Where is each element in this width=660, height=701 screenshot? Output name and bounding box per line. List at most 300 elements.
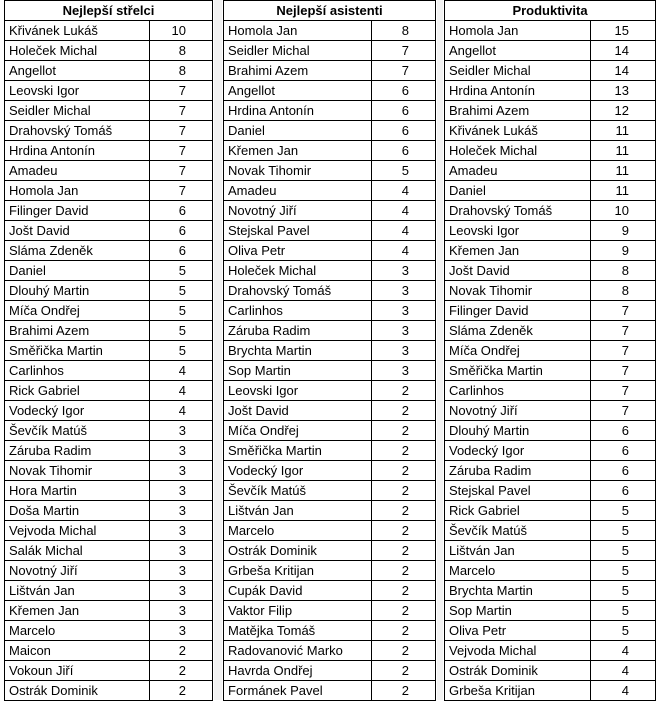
player-name-cell[interactable]: Novotný Jiří	[224, 201, 372, 221]
value-cell[interactable]: 5	[591, 501, 656, 521]
value-cell[interactable]: 2	[372, 661, 436, 681]
player-name-cell[interactable]: Ostrák Dominik	[5, 681, 150, 701]
table-row	[5, 141, 213, 161]
player-name-cell[interactable]: Směřička Martin	[5, 341, 150, 361]
table-row	[445, 621, 656, 641]
player-name-cell[interactable]: Filinger David	[445, 301, 591, 321]
top-assists-table	[223, 0, 436, 701]
value-cell[interactable]: 2	[372, 601, 436, 621]
value-cell[interactable]: 14	[591, 61, 656, 81]
value-cell[interactable]: 2	[372, 561, 436, 581]
player-name-cell[interactable]: Homola Jan	[224, 21, 372, 41]
player-name-cell[interactable]: Holeček Michal	[445, 141, 591, 161]
table-row	[5, 301, 213, 321]
value-cell[interactable]: 6	[150, 241, 213, 261]
table-row	[5, 221, 213, 241]
player-name-cell[interactable]: Brychta Martin	[445, 581, 591, 601]
player-name-cell[interactable]: Daniel	[5, 261, 150, 281]
value-cell[interactable]: 4	[591, 681, 656, 701]
player-name-cell[interactable]: Ostrák Dominik	[445, 661, 591, 681]
value-cell[interactable]: 2	[372, 621, 436, 641]
player-name-cell[interactable]: Cupák David	[224, 581, 372, 601]
table-row	[5, 561, 213, 581]
player-name-cell[interactable]: Holeček Michal	[5, 41, 150, 61]
table-row	[445, 221, 656, 241]
player-name-cell[interactable]: Brahimi Azem	[224, 61, 372, 81]
value-cell[interactable]: 3	[372, 281, 436, 301]
table-row	[5, 361, 213, 381]
player-name-cell[interactable]: Daniel	[445, 181, 591, 201]
value-cell[interactable]: 5	[150, 341, 213, 361]
table-row	[445, 641, 656, 661]
player-name-cell[interactable]: Míča Ondřej	[445, 341, 591, 361]
value-cell[interactable]: 2	[372, 481, 436, 501]
value-cell[interactable]: 2	[372, 421, 436, 441]
table-row	[224, 361, 436, 381]
table-row	[5, 101, 213, 121]
value-cell[interactable]: 2	[372, 461, 436, 481]
value-cell[interactable]: 8	[591, 261, 656, 281]
table-row	[5, 661, 213, 681]
table-row	[445, 181, 656, 201]
player-name-cell[interactable]: Hora Martin	[5, 481, 150, 501]
value-cell[interactable]: 8	[150, 41, 213, 61]
player-name-cell[interactable]: Filinger David	[5, 201, 150, 221]
table-row	[224, 401, 436, 421]
player-name-cell[interactable]: Marcelo	[445, 561, 591, 581]
table-row	[224, 121, 436, 141]
player-name-cell[interactable]: Drahovský Tomáš	[5, 121, 150, 141]
table-row	[224, 21, 436, 41]
value-cell[interactable]: 2	[372, 441, 436, 461]
player-name-cell[interactable]: Leovski Igor	[5, 81, 150, 101]
value-cell[interactable]: 7	[591, 401, 656, 421]
value-cell[interactable]: 11	[591, 181, 656, 201]
player-name-cell[interactable]: Křivánek Lukáš	[445, 121, 591, 141]
value-cell[interactable]: 7	[591, 341, 656, 361]
value-cell[interactable]: 13	[591, 81, 656, 101]
table-row	[5, 381, 213, 401]
value-cell[interactable]: 7	[591, 381, 656, 401]
table-row	[224, 501, 436, 521]
player-name-cell[interactable]: Sláma Zdeněk	[5, 241, 150, 261]
player-name-cell[interactable]: Rick Gabriel	[445, 501, 591, 521]
value-cell[interactable]: 3	[372, 321, 436, 341]
value-cell[interactable]: 2	[372, 641, 436, 661]
value-cell[interactable]: 5	[591, 521, 656, 541]
table-row	[224, 241, 436, 261]
player-name-cell[interactable]: Vejvoda Michal	[5, 521, 150, 541]
player-name-cell[interactable]: Směřička Martin	[224, 441, 372, 461]
table-row	[5, 81, 213, 101]
value-cell[interactable]: 7	[591, 301, 656, 321]
top-scorers-table	[4, 0, 213, 701]
value-cell[interactable]: 2	[372, 581, 436, 601]
value-cell[interactable]: 7	[150, 101, 213, 121]
player-name-cell[interactable]: Matějka Tomáš	[224, 621, 372, 641]
table-row	[445, 341, 656, 361]
value-cell[interactable]: 4	[372, 241, 436, 261]
player-name-cell[interactable]: Grbeša Kritijan	[224, 561, 372, 581]
table-row	[224, 641, 436, 661]
player-name-cell[interactable]: Leovski Igor	[224, 381, 372, 401]
value-cell[interactable]: 2	[372, 521, 436, 541]
value-cell[interactable]: 11	[591, 121, 656, 141]
table-row	[445, 121, 656, 141]
value-cell[interactable]: 9	[591, 221, 656, 241]
value-cell[interactable]: 2	[372, 401, 436, 421]
value-cell[interactable]: 4	[372, 201, 436, 221]
player-name-cell[interactable]: Sláma Zdeněk	[445, 321, 591, 341]
value-cell[interactable]: 12	[591, 101, 656, 121]
table-row	[224, 81, 436, 101]
player-name-cell[interactable]: Formánek Pavel	[224, 681, 372, 701]
value-cell[interactable]: 6	[591, 481, 656, 501]
player-name-cell[interactable]: Vodecký Igor	[445, 441, 591, 461]
value-cell[interactable]: 3	[150, 481, 213, 501]
table-row	[224, 61, 436, 81]
column-gap-left	[214, 0, 222, 700]
value-cell[interactable]: 6	[591, 461, 656, 481]
value-cell[interactable]: 3	[150, 441, 213, 461]
player-name-cell[interactable]: Stejskal Pavel	[224, 221, 372, 241]
table-row	[5, 261, 213, 281]
value-cell[interactable]: 6	[150, 221, 213, 241]
value-cell[interactable]: 7	[150, 141, 213, 161]
table-row	[224, 581, 436, 601]
table-row	[445, 581, 656, 601]
value-cell[interactable]: 3	[372, 341, 436, 361]
value-cell[interactable]: 4	[591, 641, 656, 661]
player-name-cell[interactable]: Oliva Petr	[224, 241, 372, 261]
table-row	[5, 601, 213, 621]
table-row	[224, 141, 436, 161]
value-cell[interactable]: 7	[150, 161, 213, 181]
table-row	[445, 381, 656, 401]
value-cell[interactable]: 4	[150, 361, 213, 381]
value-cell[interactable]: 6	[372, 101, 436, 121]
player-name-cell[interactable]: Brychta Martin	[224, 341, 372, 361]
value-cell[interactable]: 6	[372, 141, 436, 161]
value-cell[interactable]: 3	[150, 601, 213, 621]
table-row	[224, 381, 436, 401]
value-cell[interactable]: 7	[150, 81, 213, 101]
table-row	[5, 121, 213, 141]
player-name-cell[interactable]: Křemen Jan	[445, 241, 591, 261]
table-row	[445, 281, 656, 301]
value-cell[interactable]: 4	[150, 381, 213, 401]
value-cell[interactable]: 8	[372, 21, 436, 41]
player-name-cell[interactable]: Záruba Radim	[224, 321, 372, 341]
value-cell[interactable]: 3	[150, 541, 213, 561]
table-row	[224, 421, 436, 441]
table-row	[5, 401, 213, 421]
player-name-cell[interactable]: Lištván Jan	[445, 541, 591, 561]
table-row	[5, 621, 213, 641]
top-scorers-title: Nejlepší střelci	[5, 1, 213, 21]
table-row	[5, 641, 213, 661]
player-name-cell[interactable]: Novotný Jiří	[5, 561, 150, 581]
value-cell[interactable]: 5	[591, 581, 656, 601]
player-name-cell[interactable]: Sop Martin	[224, 361, 372, 381]
player-name-cell[interactable]: Rick Gabriel	[5, 381, 150, 401]
player-name-cell[interactable]: Seidler Michal	[445, 61, 591, 81]
player-name-cell[interactable]: Míča Ondřej	[224, 421, 372, 441]
table-row	[445, 661, 656, 681]
table-row	[224, 181, 436, 201]
player-name-cell[interactable]: Vaktor Filip	[224, 601, 372, 621]
player-name-cell[interactable]: Homola Jan	[5, 181, 150, 201]
table-row	[445, 241, 656, 261]
player-name-cell[interactable]: Ostrák Dominik	[224, 541, 372, 561]
player-name-cell[interactable]: Jošt David	[445, 261, 591, 281]
value-cell[interactable]: 3	[150, 621, 213, 641]
value-cell[interactable]: 3	[150, 461, 213, 481]
value-cell[interactable]: 6	[150, 201, 213, 221]
value-cell[interactable]: 14	[591, 41, 656, 61]
player-name-cell[interactable]: Novak Tihomir	[445, 281, 591, 301]
table-row	[445, 521, 656, 541]
value-cell[interactable]: 3	[150, 561, 213, 581]
player-name-cell[interactable]: Havrda Ondřej	[224, 661, 372, 681]
value-cell[interactable]: 6	[372, 81, 436, 101]
player-name-cell[interactable]: Leovski Igor	[445, 221, 591, 241]
player-name-cell[interactable]: Ševčík Matúš	[224, 481, 372, 501]
player-name-cell[interactable]: Hrdina Antonín	[5, 141, 150, 161]
player-name-cell[interactable]: Ševčík Matúš	[445, 521, 591, 541]
player-name-cell[interactable]: Ševčík Matúš	[5, 421, 150, 441]
table-row	[224, 541, 436, 561]
table-row	[445, 261, 656, 281]
table-row	[445, 321, 656, 341]
value-cell[interactable]: 3	[372, 361, 436, 381]
value-cell[interactable]: 7	[372, 61, 436, 81]
player-name-cell[interactable]: Jošt David	[5, 221, 150, 241]
player-name-cell[interactable]: Vodecký Igor	[5, 401, 150, 421]
table-row	[224, 561, 436, 581]
value-cell[interactable]: 5	[372, 161, 436, 181]
player-name-cell[interactable]: Jošt David	[224, 401, 372, 421]
table-row	[445, 201, 656, 221]
table-row	[5, 501, 213, 521]
value-cell[interactable]: 2	[150, 661, 213, 681]
table-row	[224, 441, 436, 461]
player-name-cell[interactable]: Angellot	[224, 81, 372, 101]
table-row	[224, 661, 436, 681]
player-name-cell[interactable]: Záruba Radim	[445, 461, 591, 481]
table-row	[445, 21, 656, 41]
player-name-cell[interactable]: Vokoun Jiří	[5, 661, 150, 681]
player-name-cell[interactable]: Dlouhý Martin	[5, 281, 150, 301]
value-cell[interactable]: 4	[150, 401, 213, 421]
value-cell[interactable]: 5	[591, 601, 656, 621]
player-name-cell[interactable]: Amadeu	[445, 161, 591, 181]
player-name-cell[interactable]: Brahimi Azem	[5, 321, 150, 341]
value-cell[interactable]: 7	[591, 361, 656, 381]
table-row	[5, 541, 213, 561]
player-name-cell[interactable]: Salák Michal	[5, 541, 150, 561]
table-row	[5, 201, 213, 221]
table-row	[5, 681, 213, 701]
table-row	[5, 241, 213, 261]
value-cell[interactable]: 4	[591, 661, 656, 681]
table-row	[224, 221, 436, 241]
value-cell[interactable]: 3	[372, 261, 436, 281]
value-cell[interactable]: 6	[591, 421, 656, 441]
player-name-cell[interactable]: Drahovský Tomáš	[224, 281, 372, 301]
player-name-cell[interactable]: Angellot	[445, 41, 591, 61]
value-cell[interactable]: 3	[150, 421, 213, 441]
table-row	[445, 101, 656, 121]
value-cell[interactable]: 2	[372, 381, 436, 401]
player-name-cell[interactable]: Lištván Jan	[5, 581, 150, 601]
value-cell[interactable]: 2	[372, 681, 436, 701]
player-name-cell[interactable]: Grbeša Kritijan	[445, 681, 591, 701]
table-row	[445, 81, 656, 101]
table-row	[224, 281, 436, 301]
player-name-cell[interactable]: Marcelo	[5, 621, 150, 641]
player-name-cell[interactable]: Novak Tihomir	[5, 461, 150, 481]
value-cell[interactable]: 2	[372, 541, 436, 561]
player-name-cell[interactable]: Dlouhý Martin	[445, 421, 591, 441]
table-row	[224, 341, 436, 361]
value-cell[interactable]: 5	[150, 281, 213, 301]
player-name-cell[interactable]: Lištván Jan	[224, 501, 372, 521]
value-cell[interactable]: 15	[591, 21, 656, 41]
table-row	[445, 501, 656, 521]
value-cell[interactable]: 5	[150, 301, 213, 321]
player-name-cell[interactable]: Holeček Michal	[224, 261, 372, 281]
player-name-cell[interactable]: Angellot	[5, 61, 150, 81]
table-row	[5, 481, 213, 501]
table-row	[224, 261, 436, 281]
player-name-cell[interactable]: Doša Martin	[5, 501, 150, 521]
player-name-cell[interactable]: Amadeu	[224, 181, 372, 201]
player-name-cell[interactable]: Amadeu	[5, 161, 150, 181]
value-cell[interactable]: 8	[591, 281, 656, 301]
value-cell[interactable]: 3	[150, 521, 213, 541]
value-cell[interactable]: 5	[150, 321, 213, 341]
table-row	[445, 301, 656, 321]
table-row	[445, 41, 656, 61]
player-name-cell[interactable]: Maicon	[5, 641, 150, 661]
table-row	[224, 301, 436, 321]
table-row	[224, 41, 436, 61]
value-cell[interactable]: 5	[591, 621, 656, 641]
value-cell[interactable]: 3	[372, 301, 436, 321]
table-row	[445, 601, 656, 621]
value-cell[interactable]: 4	[372, 181, 436, 201]
table-row	[5, 161, 213, 181]
table-row	[224, 601, 436, 621]
value-cell[interactable]: 6	[591, 441, 656, 461]
value-cell[interactable]: 5	[150, 261, 213, 281]
table-row	[5, 441, 213, 461]
value-cell[interactable]: 10	[150, 21, 213, 41]
player-name-cell[interactable]: Brahimi Azem	[445, 101, 591, 121]
player-name-cell[interactable]: Sop Martin	[445, 601, 591, 621]
table-row	[5, 421, 213, 441]
player-name-cell[interactable]: Marcelo	[224, 521, 372, 541]
table-row	[5, 521, 213, 541]
player-name-cell[interactable]: Míča Ondřej	[5, 301, 150, 321]
player-name-cell[interactable]: Záruba Radim	[5, 441, 150, 461]
value-cell[interactable]: 7	[150, 121, 213, 141]
value-cell[interactable]: 6	[372, 121, 436, 141]
table-row	[224, 201, 436, 221]
value-cell[interactable]: 3	[150, 501, 213, 521]
table-row	[445, 561, 656, 581]
player-name-cell[interactable]: Hrdina Antonín	[445, 81, 591, 101]
value-cell[interactable]: 11	[591, 141, 656, 161]
table-row	[5, 341, 213, 361]
player-name-cell[interactable]: Radovanović Marko	[224, 641, 372, 661]
player-name-cell[interactable]: Daniel	[224, 121, 372, 141]
value-cell[interactable]: 2	[150, 641, 213, 661]
player-name-cell[interactable]: Směřička Martin	[445, 361, 591, 381]
table-row	[224, 461, 436, 481]
player-name-cell[interactable]: Oliva Petr	[445, 621, 591, 641]
table-row	[5, 581, 213, 601]
table-row	[445, 461, 656, 481]
table-row	[445, 421, 656, 441]
value-cell[interactable]: 9	[591, 241, 656, 261]
player-name-cell[interactable]: Seidler Michal	[5, 101, 150, 121]
value-cell[interactable]: 2	[372, 501, 436, 521]
player-name-cell[interactable]: Carlinhos	[5, 361, 150, 381]
value-cell[interactable]: 4	[372, 221, 436, 241]
player-name-cell[interactable]: Seidler Michal	[224, 41, 372, 61]
player-name-cell[interactable]: Vodecký Igor	[224, 461, 372, 481]
table-row	[5, 321, 213, 341]
value-cell[interactable]: 3	[150, 581, 213, 601]
value-cell[interactable]: 2	[150, 681, 213, 701]
table-row	[224, 161, 436, 181]
table-row	[445, 361, 656, 381]
value-cell[interactable]: 5	[591, 561, 656, 581]
table-row	[224, 321, 436, 341]
player-name-cell[interactable]: Carlinhos	[445, 381, 591, 401]
table-row	[224, 101, 436, 121]
player-name-cell[interactable]: Novotný Jiří	[445, 401, 591, 421]
player-name-cell[interactable]: Novak Tihomir	[224, 161, 372, 181]
value-cell[interactable]: 7	[372, 41, 436, 61]
productivity-table	[444, 0, 656, 701]
value-cell[interactable]: 11	[591, 161, 656, 181]
table-row	[445, 481, 656, 501]
player-name-cell[interactable]: Stejskal Pavel	[445, 481, 591, 501]
value-cell[interactable]: 10	[591, 201, 656, 221]
value-cell[interactable]: 8	[150, 61, 213, 81]
table-row	[224, 681, 436, 701]
table-row	[445, 441, 656, 461]
value-cell[interactable]: 7	[150, 181, 213, 201]
value-cell[interactable]: 7	[591, 321, 656, 341]
player-name-cell[interactable]: Homola Jan	[445, 21, 591, 41]
player-name-cell[interactable]: Křemen Jan	[224, 141, 372, 161]
player-name-cell[interactable]: Křivánek Lukáš	[5, 21, 150, 41]
value-cell[interactable]: 5	[591, 541, 656, 561]
table-row	[5, 41, 213, 61]
player-name-cell[interactable]: Drahovský Tomáš	[445, 201, 591, 221]
table-row	[224, 481, 436, 501]
player-name-cell[interactable]: Křemen Jan	[5, 601, 150, 621]
player-name-cell[interactable]: Hrdina Antonín	[224, 101, 372, 121]
player-name-cell[interactable]: Carlinhos	[224, 301, 372, 321]
player-name-cell[interactable]: Vejvoda Michal	[445, 641, 591, 661]
table-row	[224, 521, 436, 541]
table-row	[5, 61, 213, 81]
